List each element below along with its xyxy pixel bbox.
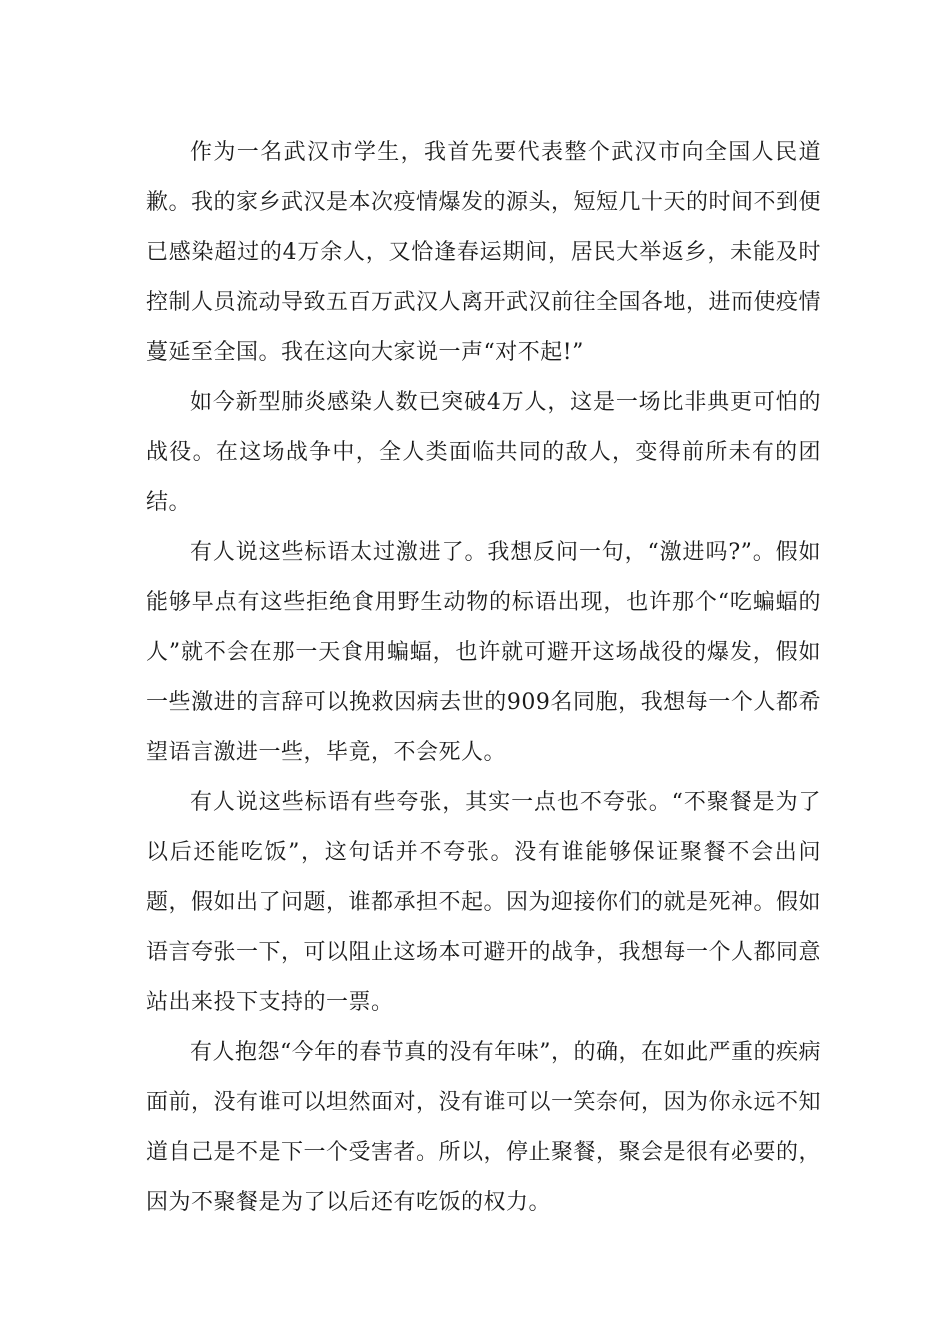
paragraph-exaggerated-slogans: 有人说这些标语有些夸张，其实一点也不夸张。“不聚餐是为了以后还能吃饭”，这句话并不夸张。没有谁能够保证聚餐不会出问题，假如出了问题，谁都承担不起。因为迎接你们的就是死神。假如语言夸张一下，可以阻止这场本可避开的战争，我想每一个人都同意站出来投下支持的一票。 <box>146 790 822 1015</box>
paragraph-spring-festival: 有人抱怨“今年的春节真的没有年味”，的确，在如此严重的疾病面前，没有谁可以坦然面对，没有谁可以一笑奈何，因为你永远不知道自己是不是下一个受害者。所以，停止聚餐，聚会是很有必要的，因为不聚餐是为了以后还有吃饭的权力。 <box>146 1040 822 1215</box>
paragraph-apology: 作为一名武汉市学生，我首先要代表整个武汉市向全国人民道歉。我的家乡武汉是本次疫情爆发的源头，短短几十天的时间不到便已感染超过的4万余人，又恰逢春运期间，居民大举返乡，未能及时控制人员流动导致五百万武汉人离开武汉前往全国各地，进而使疫情蔓延至全国。我在这向大家说一声“对不起!” <box>146 140 822 365</box>
document-body <box>146 128 821 1228</box>
paragraph-radical-slogans: 有人说这些标语太过激进了。我想反问一句，“激进吗?”。假如能够早点有这些拒绝食用野生动物的标语出现，也许那个“吃蝙蝠的人”就不会在那一天食用蝙蝠，也许就可避开这场战役的爆发，假如一些激进的言辞可以挽救因病去世的909名同胞，我想每一个人都希望语言激进一些，毕竟，不会死人。 <box>146 540 821 765</box>
paragraph-infection-count: 如今新型肺炎感染人数已突破4万人，这是一场比非典更可怕的战役。在这场战争中，全人类面临共同的敌人，变得前所未有的团结。 <box>146 390 821 515</box>
